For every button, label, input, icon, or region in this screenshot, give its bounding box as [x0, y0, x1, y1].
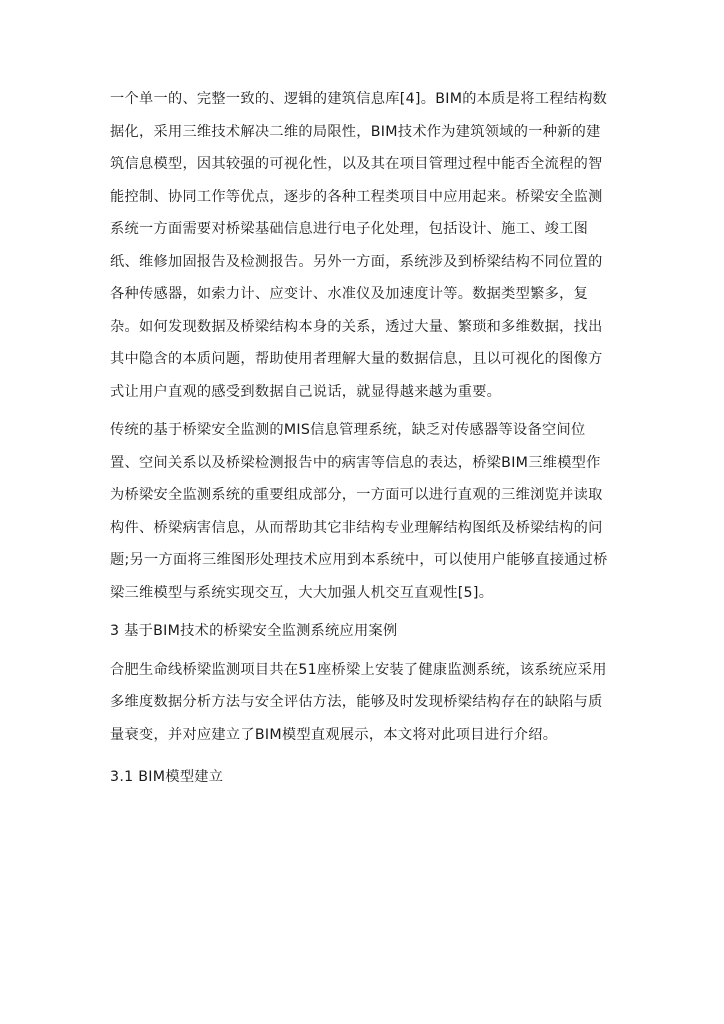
text-line: 其中隐含的本质问题，帮助使用者理解大量的数据信息，且以可视化的图像方	[110, 351, 603, 367]
paragraph-gap	[110, 751, 615, 761]
text-line: 传统的基于桥梁安全监测的MIS信息管理系统，缺乏对传感器等设备空间位	[110, 422, 586, 438]
text-line: 梁三维模型与系统实现交互，大大加强人机交互直观性[5]。	[110, 584, 494, 601]
paragraph-mis-system	[110, 414, 615, 609]
paragraph-hefei-project	[110, 654, 615, 752]
text-line: 纸、维修加固报告及检测报告。另外一方面，系统涉及到桥梁结构不同位置的	[110, 253, 603, 270]
section-heading: 3 基于BIM技术的桥梁安全监测系统应用案例	[110, 623, 398, 639]
text-line: 系统一方面需要对桥梁基础信息进行电子化处理，包括设计、施工、竣工图	[110, 221, 589, 237]
text-line: 多维度数据分析方法与安全评估方法，能够及时发现桥梁结构存在的缺陷与质	[110, 694, 603, 710]
text-line: 合肥生命线桥梁监测项目共在51座桥梁上安装了健康监测系统，该系统应采用	[110, 661, 607, 678]
text-line: 杂。如何发现数据及桥梁结构本身的关系，透过大量、繁琐和多维数据，找出	[110, 318, 603, 335]
text-line: 能控制、协同工作等优点，逐步的各种工程类项目中应用起来。桥梁安全监测	[110, 188, 603, 205]
text-line: 式让用户直观的感受到数据自己说话，就显得越来越为重要。	[110, 383, 502, 400]
text-line: 构件、桥梁病害信息，从而帮助其它非结构专业理解结构图纸及桥梁结构的问	[110, 519, 603, 536]
text-line: 各种传感器，如索力计、应变计、水准仪及加速度计等。数据类型繁多，复	[110, 286, 589, 302]
document-body	[110, 83, 615, 794]
text-line: 为桥梁安全监测系统的重要组成部分，一方面可以进行直观的三维浏览并读取	[110, 487, 603, 503]
subsection-heading: 3.1 BIM模型建立	[110, 769, 224, 785]
text-line: 置、空间关系以及桥梁检测报告中的病害等信息的表达，桥梁BIM三维模型作	[110, 454, 601, 471]
text-line: 据化，采用三维技术解决二维的局限性，BIM技术作为建筑领域的一种新的建	[110, 123, 601, 140]
text-line: 筑信息模型，因其较强的可视化性，以及其在项目管理过程中能否全流程的智	[110, 156, 603, 172]
paragraph-bim-intro	[110, 83, 615, 408]
text-line: 量衰变，并对应建立了BIM模型直观展示，本文将对此项目进行介绍。	[110, 726, 558, 743]
text-line: 一个单一的、完整一致的、逻辑的建筑信息库[4]。BIM的本质是将工程结构数	[110, 91, 608, 107]
text-line: 题;另一方面将三维图形处理技术应用到本系统中，可以使用户能够直接通过桥	[110, 552, 608, 568]
